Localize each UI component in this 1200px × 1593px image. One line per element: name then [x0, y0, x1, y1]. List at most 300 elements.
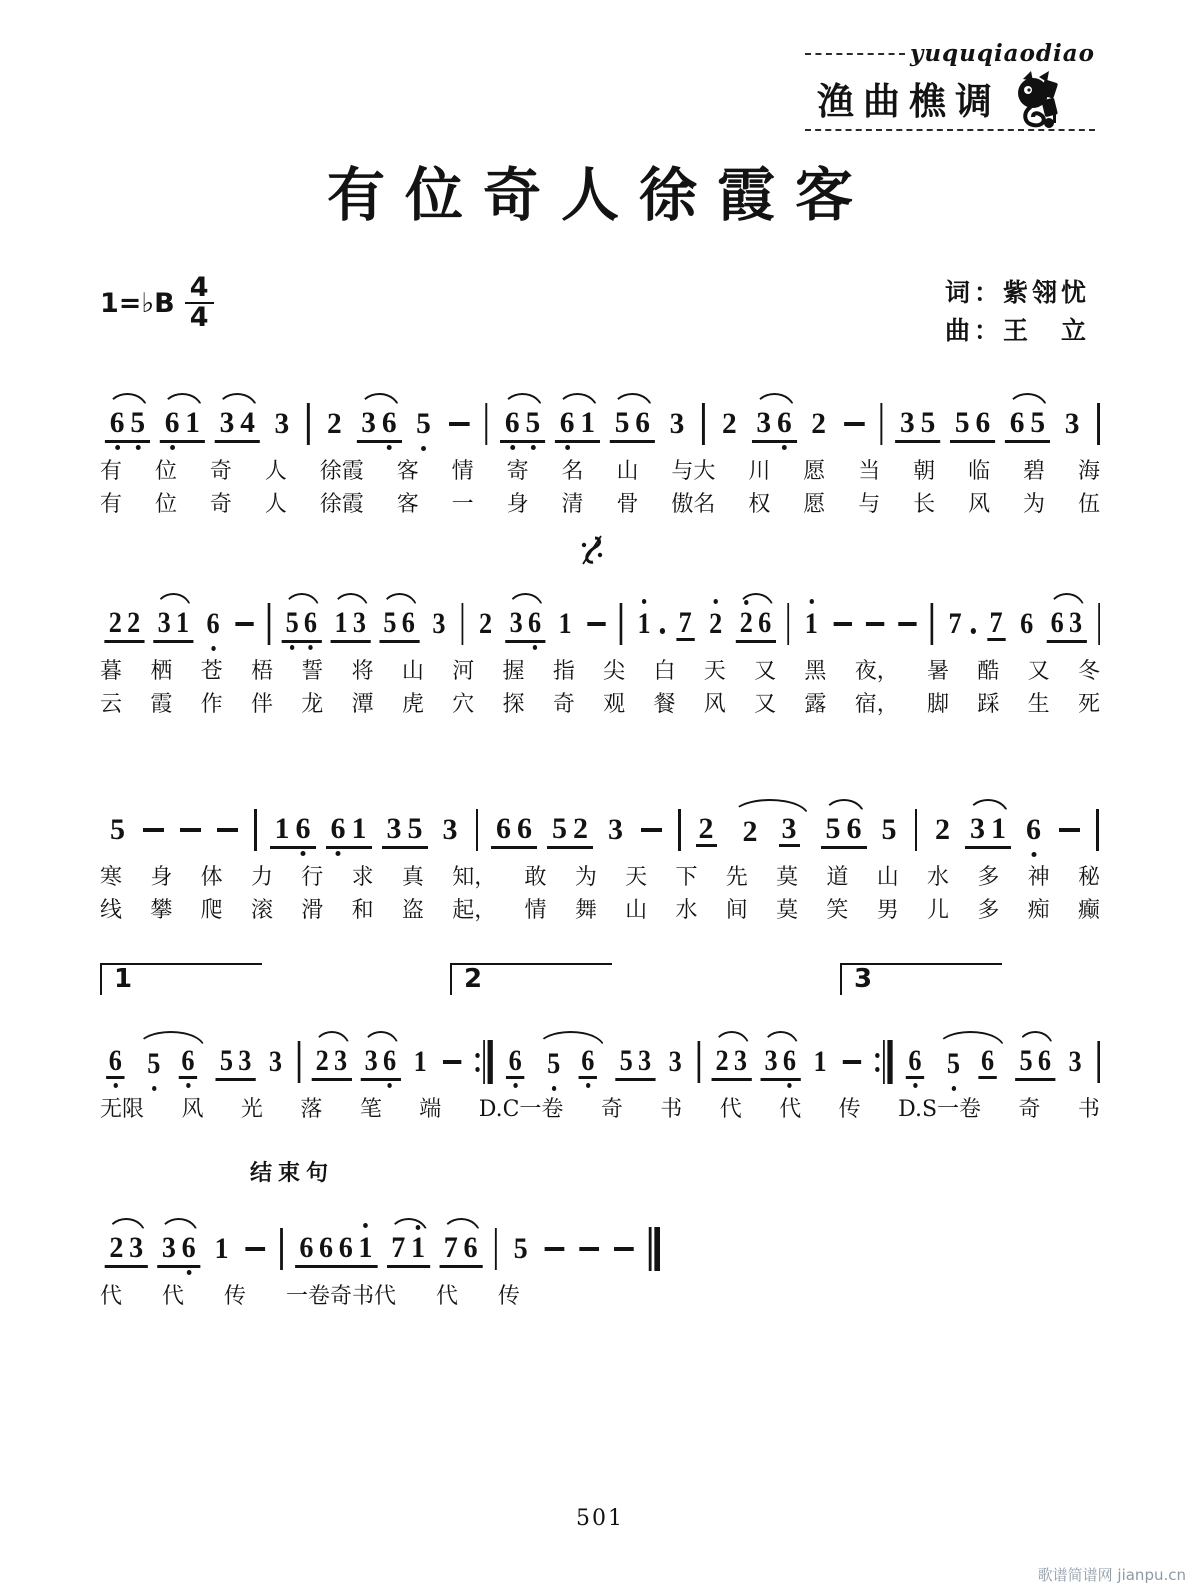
low-octave-dot — [211, 646, 215, 651]
lyric-syllable: 男 — [876, 898, 899, 923]
note: 2 — [479, 607, 493, 640]
note-group — [1016, 607, 1038, 641]
note-group — [153, 606, 193, 643]
notation-row — [100, 379, 1080, 455]
note-group — [505, 606, 545, 643]
lyric-syllable: 代 — [100, 1284, 123, 1309]
lyric-syllable: 白 — [653, 659, 676, 684]
note-group — [615, 1044, 655, 1081]
note-group — [438, 813, 463, 847]
note: 5 — [407, 811, 423, 845]
note: 2 — [109, 1230, 124, 1264]
note: 1 — [351, 811, 367, 845]
note: 6 — [107, 408, 128, 438]
lyric-syllable: 盗 — [401, 898, 424, 923]
lyric-syllable: 传 — [838, 1097, 861, 1122]
lyric-syllable: 川 — [748, 459, 771, 484]
barline — [931, 603, 933, 645]
lyric-syllable: 风 — [181, 1097, 204, 1122]
note-group — [1046, 606, 1086, 643]
note: 6 — [299, 1230, 314, 1264]
lyric-syllable: 攀 — [150, 898, 173, 923]
lyric-syllable: 莫 — [776, 898, 799, 923]
note: 3 — [157, 605, 171, 639]
note: 6 — [525, 608, 543, 638]
low-octave-dot — [787, 1083, 791, 1088]
note-group — [665, 407, 690, 441]
notation-row — [100, 1204, 625, 1280]
lyric-syllable: 人 — [264, 492, 287, 517]
note-group — [610, 406, 655, 443]
lyric-syllable: 愿 — [803, 492, 826, 517]
low-octave-dot — [135, 445, 140, 450]
duration-dash — [235, 622, 253, 626]
lyric-syllable: 笔 — [359, 1097, 382, 1122]
note-group — [935, 1044, 1007, 1081]
high-octave-dot — [416, 1225, 421, 1230]
note: 2 — [707, 609, 725, 639]
composer-credit: 曲：王 立 — [944, 315, 1090, 345]
note: 3 — [386, 811, 402, 845]
lyric-syllable: 夜， — [854, 659, 899, 684]
note: 2 — [715, 1043, 729, 1077]
note-group — [711, 1044, 751, 1081]
lyric-syllable: 传 — [223, 1284, 246, 1309]
note: 3 — [1064, 407, 1080, 440]
note-group — [500, 406, 545, 443]
note: 1 — [635, 609, 653, 639]
lyric-syllable: 情 — [451, 459, 474, 484]
duration-dash — [844, 422, 865, 426]
lyrics-row-verse2 — [100, 688, 1100, 721]
high-octave-dot — [744, 600, 748, 605]
final-barline — [649, 1227, 660, 1271]
barline — [280, 1228, 282, 1270]
lyric-syllable: 长 — [913, 492, 936, 517]
lyric-syllable: 行 — [301, 865, 324, 890]
note: 5 — [383, 605, 397, 639]
duration-dash — [1059, 828, 1080, 832]
time-signature — [185, 274, 214, 333]
note: 5 — [145, 1049, 163, 1079]
music-system-1 — [100, 379, 1100, 521]
note: 4 — [240, 405, 255, 439]
barline — [698, 1041, 700, 1083]
note-group — [322, 407, 347, 441]
note-group — [105, 406, 150, 443]
note-group — [760, 1044, 800, 1081]
note: 5 — [825, 811, 841, 845]
note: 6 — [1020, 607, 1034, 640]
key-text: 1=♭B — [100, 287, 175, 319]
note-group — [664, 1045, 686, 1079]
barline — [678, 809, 681, 851]
lyric-syllable: 癫 — [1077, 898, 1100, 923]
barline — [298, 1041, 300, 1083]
note: 6 — [496, 811, 511, 845]
lyric-syllable: D.S一卷 — [898, 1097, 982, 1122]
note: 5 — [110, 813, 125, 846]
lyric-syllable: 将 — [351, 659, 374, 684]
note-group — [904, 1044, 926, 1081]
music-system-5 — [100, 1160, 1100, 1313]
lyric-syllable: 天 — [625, 865, 648, 890]
lyric-syllable: 又 — [754, 692, 777, 717]
note: 5 — [513, 1232, 528, 1265]
repeat-sign — [475, 1040, 493, 1084]
lyric-syllable: 徐霞 — [319, 459, 364, 484]
barline — [787, 603, 789, 645]
music-system-4 — [100, 964, 1100, 1126]
lyric-syllable: 一卷奇书代 — [285, 1284, 396, 1309]
lyric-syllable: 死 — [1077, 692, 1100, 717]
low-octave-dot — [951, 1086, 955, 1091]
note: 7 — [948, 607, 962, 640]
note: 6 — [179, 1046, 197, 1079]
lyric-syllable: 有 — [100, 459, 123, 484]
lyric-syllable: 奇 — [1018, 1097, 1041, 1122]
note: 6 — [502, 408, 523, 438]
note-group — [633, 607, 655, 641]
lyric-syllable: 书 — [1077, 1097, 1100, 1122]
series-brand: 渔曲樵调 — [817, 79, 1001, 123]
lyric-syllable: 霞 — [150, 692, 173, 717]
lyric-syllable: 传 — [497, 1284, 520, 1309]
note: 3 — [509, 605, 523, 639]
lyric-syllable: 为 — [1023, 492, 1046, 517]
note: 3 — [442, 813, 458, 846]
repeat-sign — [875, 1040, 893, 1084]
lyric-syllable: 徐霞 — [319, 492, 364, 517]
series-pinyin-line — [805, 40, 1095, 67]
note: 6 — [579, 1046, 597, 1079]
barline — [702, 403, 704, 445]
lyric-syllable: 清 — [561, 492, 584, 517]
note: 5 — [1019, 1043, 1033, 1077]
note: 2 — [722, 407, 737, 440]
note: 6 — [1037, 1043, 1052, 1077]
duration-dash — [443, 1060, 461, 1064]
note: 3 — [970, 811, 985, 845]
lyrics-row — [100, 1093, 1100, 1126]
note: 1 — [580, 405, 596, 439]
note: 5 — [881, 813, 897, 846]
duration-dash — [245, 1247, 265, 1251]
augmentation-dot — [970, 628, 975, 634]
lyric-syllable: 风 — [968, 492, 991, 517]
lyric-syllable: 虎 — [401, 692, 424, 717]
note: 6 — [557, 408, 578, 438]
note-group — [1015, 1044, 1055, 1081]
lyric-syllable: 爬 — [200, 898, 223, 923]
lyric-syllable: 水 — [675, 898, 698, 923]
lyric-syllable: 海 — [1077, 459, 1100, 484]
lyric-syllable: 莫 — [776, 865, 799, 890]
note: 5 — [544, 1049, 562, 1079]
note-group — [985, 606, 1007, 643]
lyric-syllable: 栖 — [150, 659, 173, 684]
note: 5 — [127, 408, 148, 438]
lyric-syllable: 落 — [300, 1097, 323, 1122]
note-group — [1021, 813, 1046, 847]
lyric-syllable: 山 — [616, 459, 639, 484]
note: 6 — [774, 408, 795, 438]
note: 3 — [352, 605, 366, 639]
music-system-2 — [100, 579, 1100, 721]
lyric-syllable: 无限 — [100, 1097, 145, 1122]
note: 6 — [975, 405, 991, 439]
lyric-syllable: 身 — [150, 865, 173, 890]
duration-dash — [641, 828, 662, 832]
low-octave-dot — [387, 1083, 391, 1088]
note: 6 — [1009, 405, 1025, 439]
lyric-syllable: 儿 — [927, 898, 950, 923]
note: 6 — [780, 1046, 798, 1076]
note: 3 — [161, 1230, 176, 1264]
lyric-syllable: 客 — [396, 492, 419, 517]
duration-dash — [834, 622, 852, 626]
note: 1 — [274, 811, 290, 845]
segno-icon — [580, 533, 604, 567]
lyric-syllable: 苍 — [200, 659, 223, 684]
singing-note-mascot-icon — [1009, 69, 1061, 131]
note-group — [387, 1231, 430, 1268]
note: 3 — [779, 814, 800, 847]
note-group — [382, 812, 428, 849]
note: 6 — [506, 1046, 524, 1079]
low-octave-dot — [336, 851, 341, 856]
volta-number: 1 — [114, 964, 133, 994]
lyric-syllable: 滑 — [301, 898, 324, 923]
note: 3 — [608, 813, 623, 846]
duration-dash — [587, 622, 605, 626]
note-group — [547, 812, 593, 849]
note-group — [944, 607, 966, 641]
lyric-syllable: 代 — [779, 1097, 802, 1122]
note: 3 — [364, 1043, 378, 1077]
lyric-syllable: 暮 — [100, 659, 123, 684]
note-group — [806, 407, 831, 441]
note: 6 — [106, 1046, 124, 1079]
music-system-3 — [100, 785, 1100, 927]
lyric-syllable: 脚 — [927, 692, 950, 717]
note-group — [135, 1044, 207, 1081]
lyric-syllable: 风 — [703, 692, 726, 717]
lyric-syllable: 书 — [660, 1097, 683, 1122]
note-group — [356, 406, 401, 443]
lyric-syllable: 伍 — [1077, 492, 1100, 517]
lyric-syllable: 生 — [1027, 692, 1050, 717]
note: 6 — [401, 605, 415, 639]
lyric-syllable: 尖 — [603, 659, 626, 684]
lyric-syllable: 暑 — [927, 659, 950, 684]
note-group — [202, 607, 224, 641]
note: 6 — [179, 1233, 199, 1263]
lyric-syllable: 潭 — [351, 692, 374, 717]
note: 1 — [408, 1233, 428, 1263]
duration-dash — [217, 828, 238, 832]
lyric-syllable: 权 — [748, 492, 771, 517]
series-pinyin: yuquqiaodiao — [909, 40, 1095, 67]
lyric-syllable: 指 — [552, 659, 575, 684]
lyric-syllable: 知， — [452, 865, 497, 890]
note-group — [491, 812, 537, 849]
lyric-syllable: 当 — [858, 459, 881, 484]
lyrics-row-verse1 — [100, 655, 1100, 688]
duration-dash — [579, 1247, 599, 1251]
barline — [476, 809, 479, 851]
lyric-syllable: 踩 — [977, 692, 1000, 717]
lyric-syllable: 敢 — [524, 865, 547, 890]
note: 2 — [326, 407, 342, 440]
low-octave-dot — [170, 445, 175, 450]
volta-number: 3 — [854, 964, 873, 994]
lyric-syllable: 客 — [396, 459, 419, 484]
credits — [945, 274, 1090, 349]
lyric-syllable: 端 — [419, 1097, 442, 1122]
note-group — [104, 1044, 126, 1081]
note: 7 — [391, 1230, 406, 1264]
note: 5 — [283, 608, 301, 638]
low-octave-dot — [551, 1086, 555, 1091]
barline — [1096, 809, 1099, 851]
note-group — [504, 1044, 526, 1081]
note-group — [950, 406, 995, 443]
high-octave-dot — [809, 599, 813, 604]
low-octave-dot — [186, 1270, 191, 1275]
note-group — [821, 812, 867, 849]
low-octave-dot — [290, 645, 294, 650]
note-group — [215, 1044, 255, 1081]
note-group — [729, 812, 811, 849]
note: 3 — [764, 1043, 778, 1077]
note: 6 — [463, 1230, 478, 1264]
lyric-syllable: 痴 — [1027, 898, 1050, 923]
lyric-syllable: 骨 — [616, 492, 639, 517]
lyric-syllable: 寄 — [506, 459, 529, 484]
note: 5 — [219, 1043, 233, 1077]
note: 6 — [978, 1046, 996, 1079]
lyric-syllable: 线 — [100, 898, 123, 923]
note: 6 — [338, 1230, 353, 1264]
lyric-syllable: 天 — [703, 659, 726, 684]
note: 2 — [811, 407, 826, 440]
note: 7 — [676, 608, 694, 641]
note: 3 — [669, 407, 685, 440]
note-group — [735, 606, 775, 643]
note-group — [877, 813, 902, 847]
lyric-syllable: 光 — [240, 1097, 263, 1122]
note-group — [311, 1044, 351, 1081]
note-group — [104, 606, 144, 643]
lyric-syllable: 握 — [502, 659, 525, 684]
lyric-syllable: 笑 — [826, 898, 849, 923]
note-group — [326, 812, 372, 849]
note: 3 — [361, 405, 376, 439]
low-octave-dot — [113, 1083, 117, 1088]
note: 2 — [742, 814, 758, 848]
lyric-syllable: 愿 — [803, 459, 826, 484]
lyric-syllable: 奇 — [209, 492, 232, 517]
lyric-syllable: 山 — [625, 898, 648, 923]
volta-bracket-2 — [450, 963, 612, 995]
barline — [461, 603, 463, 645]
note-group — [330, 606, 370, 643]
lyrics-row — [100, 1280, 520, 1313]
low-octave-dot — [913, 1083, 917, 1088]
low-octave-dot — [308, 645, 312, 650]
low-octave-dot — [513, 1083, 517, 1088]
lyric-syllable: 露 — [804, 692, 827, 717]
duration-dash — [143, 828, 164, 832]
note: 1 — [175, 605, 190, 639]
lyric-syllable: 力 — [250, 865, 273, 890]
note: 5 — [944, 1049, 962, 1079]
lyric-syllable: 伴 — [250, 692, 273, 717]
lyric-syllable: 碧 — [1023, 459, 1046, 484]
series-header — [805, 40, 1095, 131]
note: 6 — [846, 811, 862, 845]
lyric-syllable: 求 — [351, 865, 374, 890]
note: 2 — [696, 814, 717, 847]
lyric-syllable: 宿， — [854, 692, 899, 717]
lyric-syllable: 代 — [161, 1284, 184, 1309]
lyric-syllable: 舞 — [574, 898, 597, 923]
ending-label: 结束句 — [250, 1160, 335, 1186]
barline — [1098, 603, 1100, 645]
barline — [307, 403, 309, 445]
note-group — [379, 606, 419, 643]
note: 3 — [432, 607, 446, 640]
song-title: 有位奇人徐霞客 — [326, 161, 873, 229]
lyricist-credit: 词：紫翎忧 — [944, 278, 1090, 307]
lyric-syllable: 道 — [826, 865, 849, 890]
low-octave-dot — [387, 445, 392, 450]
note: 1 — [185, 405, 200, 439]
lyric-syllable: 临 — [968, 459, 991, 484]
note: 3 — [129, 1230, 144, 1264]
note-group — [270, 812, 316, 849]
note: 6 — [1050, 605, 1064, 639]
lyric-syllable: 多 — [977, 898, 1000, 923]
note: 3 — [219, 405, 235, 439]
note-group — [603, 813, 628, 847]
lyric-syllable: 又 — [1027, 659, 1050, 684]
lyric-syllable: 多 — [977, 865, 1000, 890]
note: 1 — [214, 1232, 229, 1265]
note-group — [215, 406, 260, 443]
lyrics-row-verse1 — [100, 861, 1100, 894]
note-group — [105, 813, 130, 847]
low-octave-dot — [115, 445, 120, 450]
lyric-syllable: 冬 — [1077, 659, 1100, 684]
note: 7 — [443, 1230, 458, 1264]
note-group — [475, 607, 497, 641]
low-octave-dot — [421, 446, 426, 451]
barline — [620, 603, 622, 645]
lyric-syllable: 真 — [401, 865, 424, 890]
lyric-syllable: 又 — [754, 659, 777, 684]
note: 5 — [523, 408, 544, 438]
key-signature — [100, 274, 214, 333]
duration-dash — [545, 1247, 565, 1251]
note: 6 — [301, 608, 319, 638]
note: 6 — [328, 814, 349, 844]
note-group — [428, 607, 450, 641]
barline — [494, 1228, 496, 1270]
note: 6 — [635, 405, 650, 439]
note: 6 — [758, 605, 772, 639]
